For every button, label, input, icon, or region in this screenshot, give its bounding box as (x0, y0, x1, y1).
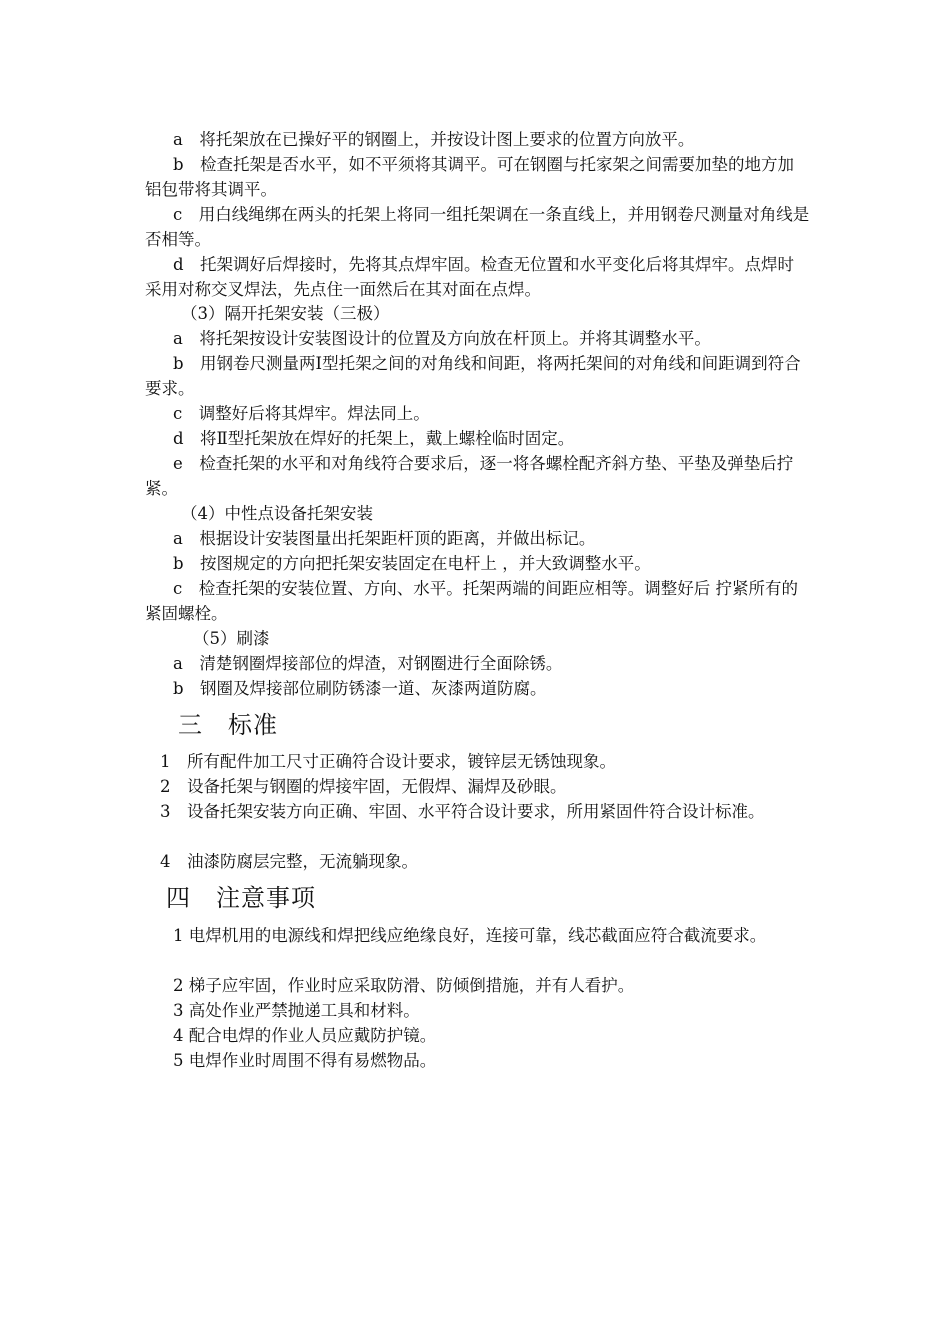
paragraph-bracket-a: a 将托架放在已操好平的钢圈上，并按设计图上要求的位置方向放平。 (173, 130, 695, 149)
paragraph-bracket-b: b 检查托架是否水平，如不平须将其调平。可在钢圈与托家架之间需要加垫的地方加铝包带将其调平。 (145, 155, 795, 199)
paragraph-bracket-d: d 托架调好后焊接时，先将其点焊牢固。检查无位置和水平变化后将其焊牢。点焊时采用对称交叉焊法，先点住一面然后在其对面在点焊。 (145, 255, 795, 299)
paragraph-painting-b: b 钢圈及焊接部位刷防锈漆一道、灰漆两道防腐。 (173, 679, 547, 698)
paragraph-neutral-c: c 检查托架的安装位置、方向、水平。托架两端的间距应相等。调整好后 拧紧所有的紧固螺栓。 (145, 579, 798, 623)
paragraph-isolation-b: b 用钢卷尺测量两Ⅰ型托架之间的对角线和间距，将两托架间的对角线和间距调到符合要求。 (145, 354, 801, 398)
precaution-item-4: 4 配合电焊的作业人员应戴防护镜。 (173, 1026, 437, 1045)
standard-item-2: 2 设备托架与钢圈的焊接牢固，无假焊、漏焊及砂眼。 (160, 777, 567, 796)
paragraph-neutral-a: a 根据设计安装图量出托架距杆顶的距离，并做出标记。 (173, 529, 596, 548)
precaution-item-1: 1 电焊机用的电源线和焊把线应绝缘良好，连接可靠，线芯截面应符合截流要求。 (173, 926, 767, 945)
subheading-painting: （5）刷漆 (193, 629, 270, 648)
paragraph-painting-a: a 清楚钢圈焊接部位的焊渣，对钢圈进行全面除锈。 (173, 654, 563, 673)
section-heading-precautions: 四 注意事项 (166, 884, 316, 912)
paragraph-neutral-b: b 按图规定的方向把托架安装固定在电杆上 ，并大致调整水平。 (173, 554, 651, 573)
subheading-neutral-point-bracket: （4）中性点设备托架安装 (181, 504, 373, 523)
paragraph-isolation-d: d 将Ⅱ型托架放在焊好的托架上，戴上螺栓临时固定。 (173, 429, 575, 448)
section-heading-standard: 三 标准 (178, 711, 278, 739)
paragraph-isolation-a: a 将托架按设计安装图设计的位置及方向放在杆顶上。并将其调整水平。 (173, 329, 711, 348)
subheading-isolation-bracket: （3）隔开托架安装（三极） (181, 304, 390, 323)
precaution-item-3: 3 高处作业严禁抛递工具和材料。 (173, 1001, 420, 1020)
standard-item-4: 4 油漆防腐层完整，无流躺现象。 (160, 852, 418, 871)
standard-item-3: 3 设备托架安装方向正确、牢固、水平符合设计要求，所用紧固件符合设计标准。 (160, 802, 765, 821)
paragraph-isolation-e: e 检查托架的水平和对角线符合要求后，逐一将各螺栓配齐斜方垫、平垫及弹垫后拧紧。 (145, 454, 794, 498)
precaution-item-5: 5 电焊作业时周围不得有易燃物品。 (173, 1051, 437, 1070)
paragraph-isolation-c: c 调整好后将其焊牢。焊法同上。 (173, 404, 430, 423)
standard-item-1: 1 所有配件加工尺寸正确符合设计要求，镀锌层无锈蚀现象。 (160, 752, 616, 771)
paragraph-bracket-c: c 用白线绳绑在两头的托架上将同一组托架调在一条直线上，并用钢卷尺测量对角线是否相等。 (145, 205, 810, 249)
precaution-item-2: 2 梯子应牢固，作业时应采取防滑、防倾倒措施，并有人看护。 (173, 976, 635, 995)
